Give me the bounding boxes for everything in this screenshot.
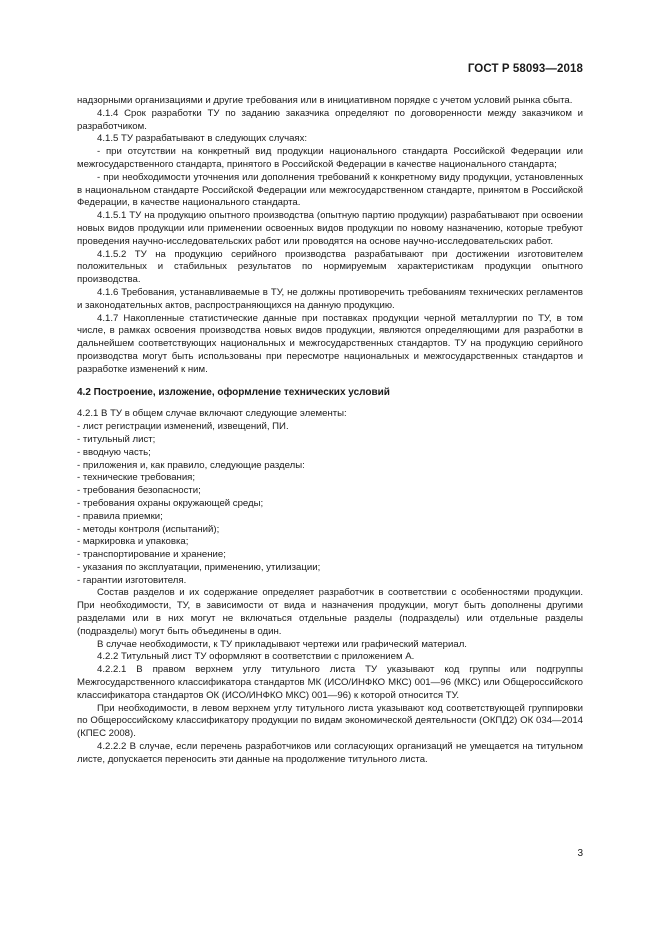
paragraph: Состав разделов и их содержание определяет разработчик в соответствии с особенностями продукции. При необходимости, ТУ, в зависимости от вида и назначения продукции, могут быть дополнены другими разделами или в них могут не включаться отдельные разделы (подразделы) или отдельные разделы (подразделы) могут быть объединены в один.: [77, 587, 583, 637]
list-item: - лист регистрации изменений, извещений, ПИ.: [77, 421, 289, 433]
list-item: - требования охраны окружающей среды;: [77, 497, 264, 509]
paragraph: 4.1.5 ТУ разрабатывают в следующих случаях:: [97, 133, 308, 145]
list-item: - указания по эксплуатации, применению, утилизации;: [77, 561, 321, 573]
paragraph: надзорными организациями и другие требования или в инициативном порядке с учетом условий рынка сбыта.: [77, 95, 573, 106]
list-item: - титульный лист;: [77, 433, 156, 445]
list-item: - методы контроля (испытаний);: [77, 523, 220, 535]
paragraph: 4.2.2.2 В случае, если перечень разработчиков или согласующих организаций не умещается на титульном листе, допускается переносить эти данные на продолжение титульного листа.: [77, 741, 583, 765]
paragraph: 4.1.6 Требования, устанавливаемые в ТУ, не должны противоречить требованиям технических регламентов и законодательных актов, распространяющихся на данную продукцию.: [77, 286, 583, 311]
paragraph: 4.2.2 Титульный лист ТУ оформляют в соответствии с приложением А.: [97, 651, 415, 663]
list-intro: 4.2.1 В ТУ в общем случае включают следующие элементы:: [77, 408, 347, 420]
list-item: - технические требования;: [77, 472, 196, 484]
list-item: - вводную часть;: [77, 446, 151, 458]
paragraph: 4.1.5.1 ТУ на продукцию опытного производства (опытную партию продукции) разрабатывают при освоении новых видов продукции или применении освоенных видов продукции по новому назначению, которые требуют проведения научно-исследовательских работ или проводятся на основе научно-исследовательских работ.: [77, 210, 583, 247]
document-code: ГОСТ Р 58093—2018: [467, 63, 583, 75]
list-item: - правила приемки;: [77, 510, 163, 522]
list-item: - маркировка и упаковка;: [77, 536, 189, 548]
paragraph: При необходимости, в левом верхнем углу титульного листа указывают код соответствующей группировки по Общероссийскому классификатору продукции по видам экономической деятельности (ОКПД2) ОК 034—2014 (КПЕС 2008).: [77, 702, 583, 740]
list-item: - гарантии изготовителя.: [77, 574, 187, 586]
paragraph: 4.2.2.1 В правом верхнем углу титульного листа ТУ указывают код группы или подгруппы Межгосударственного классификатора стандартов МК (ИСО/ИНФКО МКС) 001—96 (МКС) или Общероссийского классификатора стандартов ОК (ИСО/ИНФКО МКС) 001—96) к которой относится ТУ.: [77, 664, 583, 701]
page-number: 3: [577, 848, 583, 859]
paragraph: 4.1.5.2 ТУ на продукцию серийного производства разрабатывают при достижении изготовителем положительных и стабильных результатов по нормируемым характеристикам продукции опытного производства.: [77, 248, 583, 286]
paragraph: 4.1.4 Срок разработки ТУ по заданию заказчика определяют по договоренности между заказчиком и разработчиком.: [77, 107, 583, 132]
paragraph: 4.1.7 Накопленные статистические данные при поставках продукции черной металлургии по ТУ, в том числе, в рамках освоения производства новых видов продукции, являются определяющими для разработки в дальнейшем соответствующих национальных и межгосударственных стандартов. ТУ на продукцию серийного производства могут быть использованы при пересмотре национальных и межгосударственных стандартов и разработке изменений к ним.: [77, 312, 583, 375]
list-item: - приложения и, как правило, следующие разделы:: [77, 459, 305, 471]
paragraph: - при отсутствии на конкретный вид продукции национального стандарта Российской Федерации или межгосударственного стандарта, принятого в Российской Федерации в качестве национального стандарта;: [77, 146, 583, 170]
paragraph: - при необходимости уточнения или дополнения требований к конкретному виду продукции, установленных в национальном стандарте Российской Федерации или межгосударственном стандарте, принятом в Российской Федерации, в качестве национального стандарта.: [77, 171, 583, 209]
section-heading: 4.2 Построение, изложение, оформление технических условий: [77, 386, 390, 398]
paragraph: В случае необходимости, к ТУ прикладывают чертежи или графический материал.: [97, 638, 467, 650]
document-body: [77, 95, 583, 767]
list-item: - требования безопасности;: [77, 485, 201, 497]
list-item: - транспортирование и хранение;: [77, 549, 226, 561]
